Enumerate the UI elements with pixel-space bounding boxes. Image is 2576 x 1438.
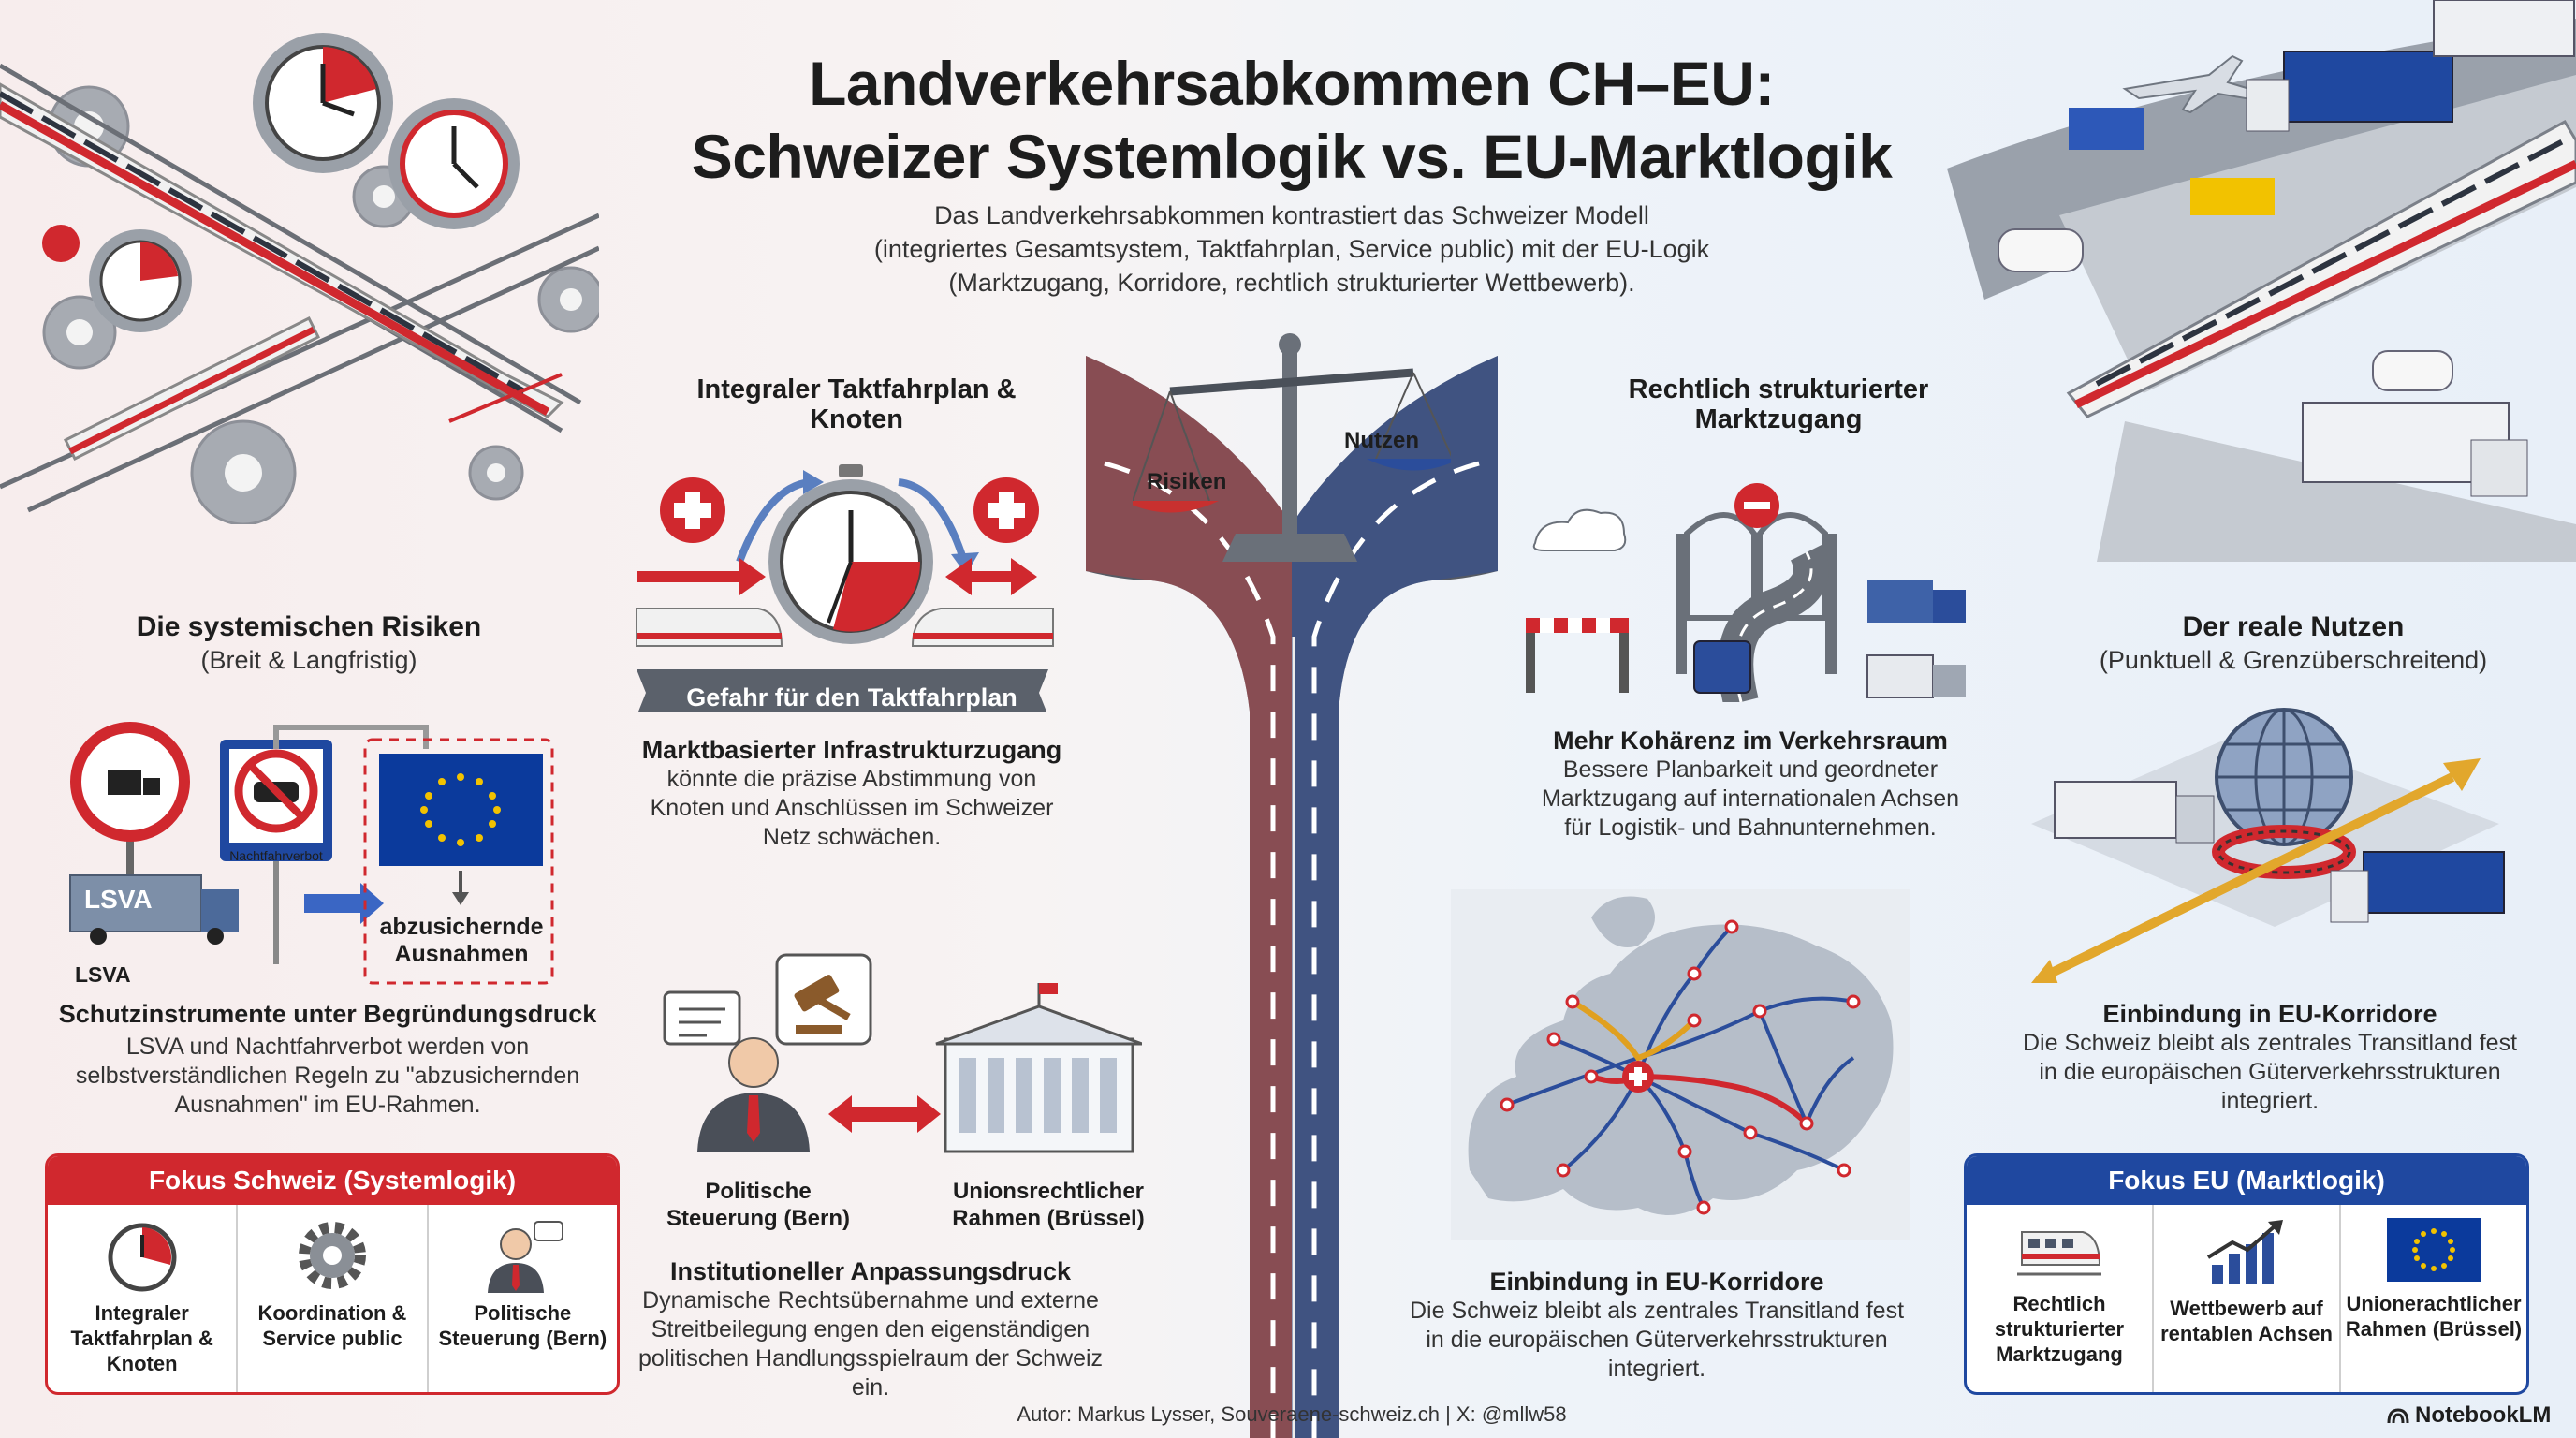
truck-icon — [2434, 0, 2574, 56]
focus-ch-label-3: Politische Steuerung (Bern) — [438, 1301, 607, 1350]
growth-chart-icon — [2204, 1218, 2289, 1288]
right-block — [1994, 999, 2546, 1116]
map-title: Einbindung in EU-Korridore — [1489, 1268, 1824, 1296]
map-text: Die Schweiz bleibt als zentrales Transitland fest in die europäischen Güterverkehrsstrukturen integriert. — [1409, 1298, 1905, 1382]
focus-eu-label-3: Unionerachtlicher Rahmen (Brüssel) — [2345, 1292, 2523, 1341]
gear-icon — [295, 1218, 370, 1293]
governance-illustration — [655, 950, 1142, 1166]
clock-icon — [89, 229, 192, 332]
trains-gears-illustration — [0, 0, 599, 524]
focus-ch-title: Fokus Schweiz (Systemlogik) — [48, 1156, 617, 1205]
coherence-title: Mehr Kohärenz im Verkehrsraum — [1553, 726, 1948, 755]
train-icon — [913, 609, 1053, 646]
night-ban-sign-label: Nachtfahrverbot — [229, 848, 323, 863]
focus-ch-item — [48, 1205, 236, 1395]
footer-credit: Autor: Markus Lysser, Souveraene-schweiz.ch | X: @mllw58 — [1017, 1402, 1567, 1426]
focus-eu-label-2: Wettbewerb auf rentablen Achsen — [2160, 1297, 2333, 1345]
corridor-hub-illustration — [2031, 693, 2537, 983]
swiss-cross-icon — [973, 477, 1039, 543]
truck-icon — [1694, 641, 1750, 693]
exception-label: abzusichernde Ausnahmen — [379, 914, 544, 967]
no-truck-sign-icon — [76, 727, 184, 875]
page-title-line2: Schweizer Systemlogik vs. EU-Marktlogik — [691, 122, 1893, 191]
infra-access-block — [632, 735, 1072, 852]
left-subheading: (Breit & Langfristig) — [200, 646, 417, 674]
bern-label-line2: Steuerung (Bern) — [666, 1206, 850, 1231]
brussels-label-line2: Rahmen (Brüssel) — [952, 1206, 1145, 1231]
institutional-block — [637, 1256, 1105, 1402]
focus-ch-label-1: Integraler Taktfahrplan & Knoten — [70, 1301, 213, 1375]
politician-icon — [480, 1218, 564, 1293]
stopwatch-icon — [768, 464, 933, 644]
taktfahrplan-illustration — [627, 459, 1067, 712]
title-block — [599, 47, 1984, 193]
institutional-text: Dynamische Rechtsübernahme und externe Streitbeilegung engen den eigenständigen politischen Handlungsspielraum der Schweiz ein. — [637, 1287, 1104, 1401]
politician-icon — [697, 1038, 810, 1152]
stopwatch-icon — [105, 1218, 180, 1293]
focus-eu-item — [2339, 1205, 2526, 1395]
car-icon — [1998, 229, 2083, 271]
speech-bubble-icon — [665, 992, 739, 1044]
truck-icon — [1867, 655, 1966, 697]
truck-lsva-caption: LSVA — [75, 962, 131, 987]
institutional-title: Institutioneller Anpassungsdruck — [669, 1257, 1072, 1285]
brand-logo — [2387, 1402, 2551, 1429]
clock-icon — [253, 33, 393, 173]
truck-icon — [1867, 580, 1966, 623]
swiss-cross-icon — [1622, 1061, 1654, 1093]
focus-ch-panel — [45, 1153, 620, 1395]
bern-label — [646, 1178, 871, 1232]
market-access-heading — [1573, 374, 1984, 434]
brussels-label-line1: Unionsrechtlicher — [952, 1179, 1145, 1204]
page-title-line1: Landverkehrsabkommen CH–EU: — [809, 49, 1775, 118]
focus-eu-panel — [1964, 1153, 2529, 1395]
focus-ch-label-2: Koordination & Service public — [257, 1301, 407, 1350]
intro-line3: (Marktzugang, Korridore, rechtlich strukturierter Wettbewerb). — [948, 269, 1635, 297]
map-block — [1399, 1267, 1914, 1384]
arrow-icon — [828, 1095, 941, 1133]
train-icon — [2017, 1218, 2101, 1284]
barrier-icon — [1526, 618, 1629, 693]
eu-parliament-icon — [936, 983, 1142, 1152]
market-access-illustration — [1526, 477, 1994, 702]
train-icon — [637, 609, 782, 646]
focus-eu-label-1: Rechtlich strukturierter Marktzugang — [1994, 1292, 2125, 1366]
focus-eu-title: Fokus EU (Marktlogik) — [1967, 1156, 2526, 1205]
truck-icon — [2303, 403, 2527, 496]
right-heading: Der reale Nutzen — [2182, 611, 2405, 642]
truck-icon — [2247, 51, 2452, 131]
right-block-title: Einbindung in EU-Korridore — [2102, 1000, 2437, 1028]
coherence-block — [1507, 726, 1994, 843]
scale-label-risiken: Risiken — [1147, 469, 1227, 494]
intro-text — [730, 198, 1853, 300]
bern-label-line1: Politische — [705, 1179, 812, 1204]
night-ban-sign-icon — [220, 740, 332, 861]
intro-line1: Das Landverkehrsabkommen kontrastiert das Schweizer Modell — [934, 201, 1649, 229]
market-access-heading-text: Rechtlich strukturierter Marktzugang — [1628, 374, 1929, 434]
danger-banner: Gefahr für den Taktfahrplan — [686, 683, 1017, 712]
left-heading: Die systemischen Risiken — [136, 611, 482, 642]
infra-access-text: könnte die präzise Abstimmung von Knoten und Anschlüssen im Schweizer Netz schwächen. — [650, 766, 1054, 850]
brussels-label — [922, 1178, 1175, 1232]
focus-eu-item — [1967, 1205, 2152, 1395]
eu-flag-icon — [379, 754, 543, 866]
coherence-text: Bessere Planbarkeit und geordneter Marktzugang auf internationalen Achsen für Logistik- und Bahnunternehmen. — [1541, 756, 1960, 841]
globe-icon — [2217, 710, 2351, 844]
right-subheading: (Punktuell & Grenzüberschreitend) — [2099, 646, 2488, 674]
focus-ch-item — [236, 1205, 426, 1395]
focus-ch-item — [427, 1205, 617, 1395]
taktfahrplan-heading-text: Integraler Taktfahrplan & Knoten — [696, 374, 1017, 434]
gear-icon — [42, 225, 80, 262]
truck-lsva-label: LSVA — [84, 885, 153, 914]
transport-corridor-illustration — [1910, 0, 2576, 562]
car-icon — [2373, 351, 2452, 390]
intro-line2: (integriertes Gesamtsystem, Taktfahrplan, Service public) mit der EU-Logik — [873, 235, 1710, 263]
right-block-text: Die Schweiz bleibt als zentrales Transitland fest in die europäischen Güterverkehrsstrukturen integriert. — [2022, 1030, 2518, 1114]
arrow-icon — [637, 558, 766, 595]
clock-icon — [388, 98, 520, 229]
gavel-icon — [777, 955, 871, 1044]
left-block — [37, 999, 618, 1120]
left-block-text: LSVA und Nachtfahrverbot werden von selbstverständlichen Regeln zu "abzusichernden Ausnahmen" im EU-Rahmen. — [75, 1034, 580, 1118]
notebooklm-icon — [2387, 1406, 2409, 1425]
scale-label-nutzen: Nutzen — [1344, 428, 1419, 453]
focus-eu-item — [2152, 1205, 2339, 1395]
left-block-title: Schutzinstrumente unter Begründungsdruck — [58, 1000, 597, 1028]
eu-flag-icon — [2387, 1218, 2481, 1284]
cloud-icon — [1534, 510, 1626, 550]
left-heading-block — [103, 610, 515, 676]
road-sign-icon — [2069, 108, 2144, 150]
europe-corridor-map — [1451, 889, 1910, 1240]
road-sign-icon — [2190, 178, 2275, 215]
taktfahrplan-heading — [655, 374, 1058, 434]
brand-label: NotebookLM — [2415, 1402, 2552, 1428]
right-heading-block — [2059, 610, 2527, 676]
infra-access-title: Marktbasierter Infrastrukturzugang — [641, 736, 1062, 764]
swiss-cross-icon — [660, 477, 725, 543]
